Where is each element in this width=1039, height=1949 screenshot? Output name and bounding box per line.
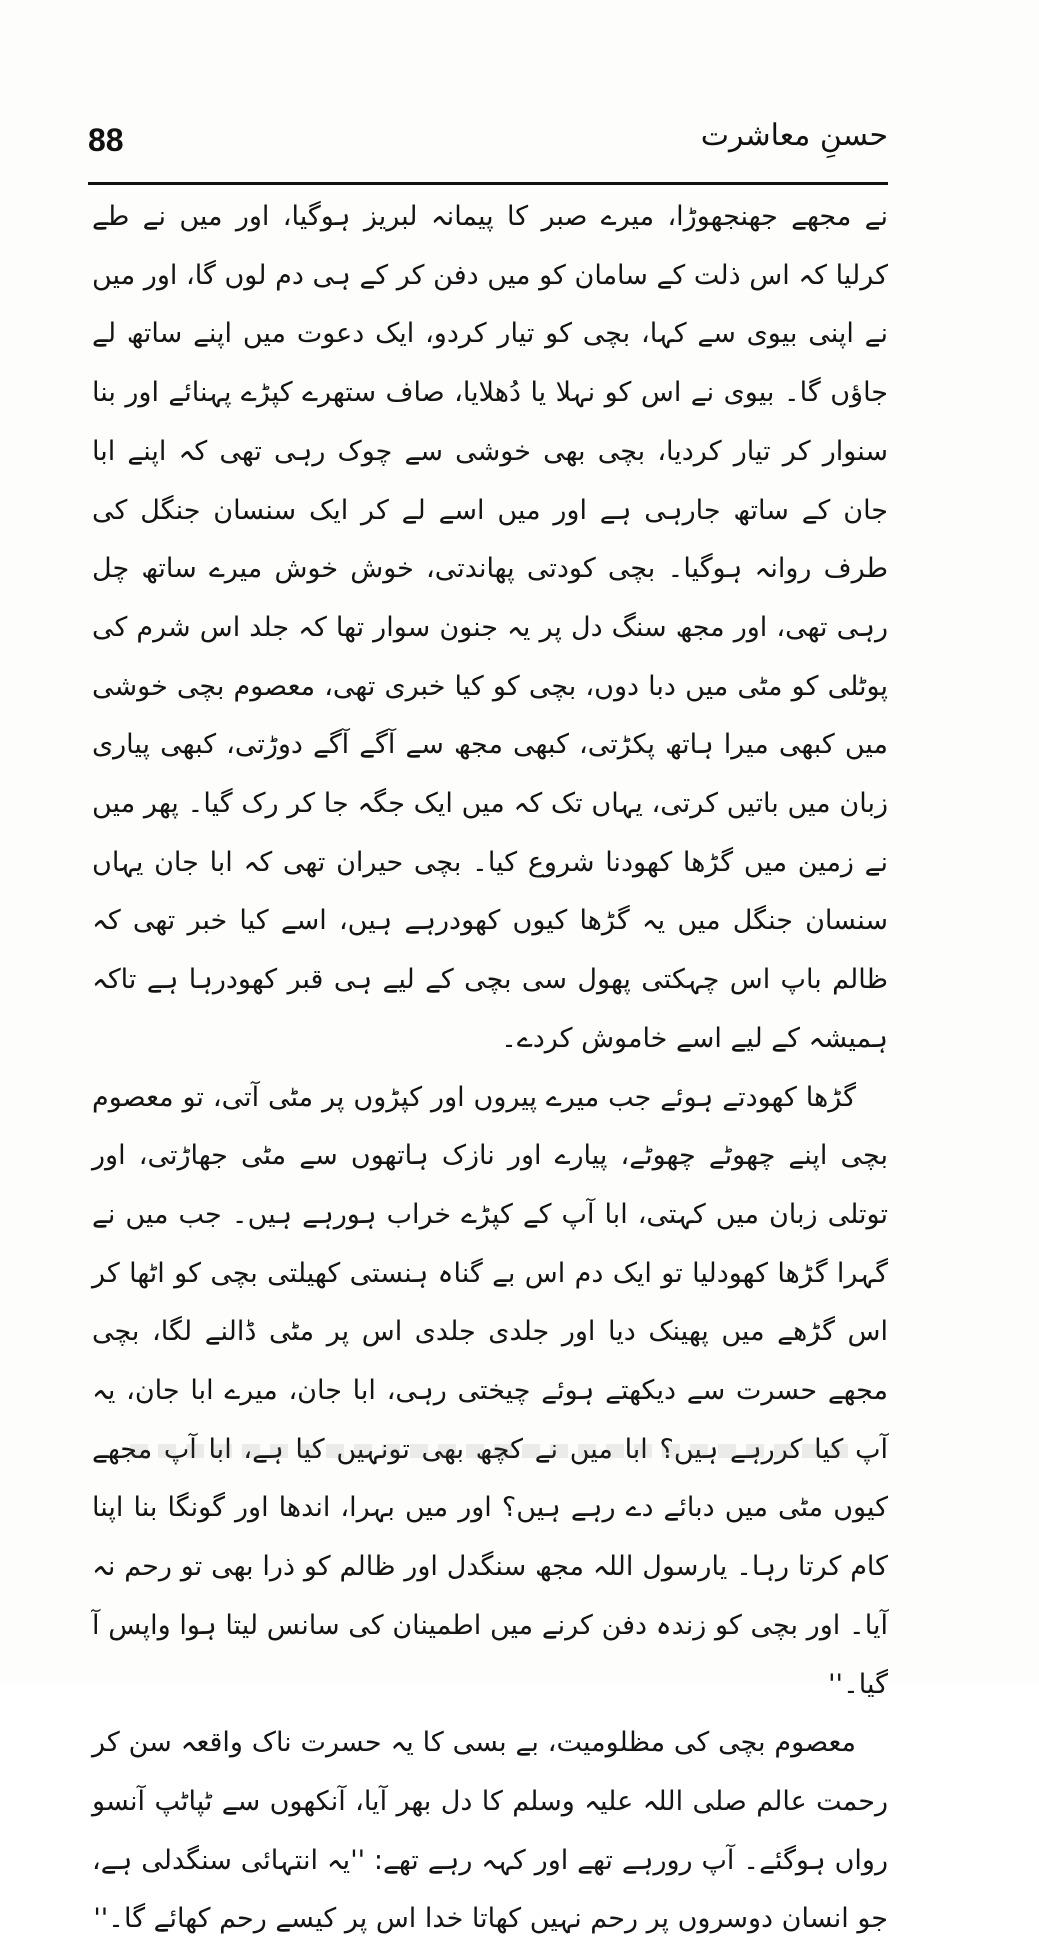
bleed-through-line [130, 1444, 850, 1458]
paragraph-3: معصوم بچی کی مظلومیت، بے بسی کا یہ حسرت ناک واقعہ سن کر رحمت عالم صلی اللہ علیہ وسلم کا دل بھر آیا، آنکھوں سے ٹپاٹپ آنسو رواں ہوگئے۔ آپ رورہے تھے اور کہہ رہے تھے: ''یہ انتہائی سنگدلی ہے، جو انسان دوسروں پر رحم نہیں کھاتا خدا اس پر کیسے رحم کھائے گا۔'' [92, 1727, 888, 1935]
running-title: حسنِ معاشرت [700, 118, 888, 153]
page-number: 88 [88, 122, 124, 158]
paragraph-2: گڑھا کھودتے ہوئے جب میرے پیروں اور کپڑوں پر مٹی آتی، تو معصوم بچی اپنے چھوٹے چھوٹے، پیارے اور نازک ہاتھوں سے مٹی جھاڑتی، اور توتلی زبان میں کہتی، ابا آپ کے کپڑے خراب ہورہے ہیں۔ جب میں نے گہرا گڑھا کھودلیا تو ایک دم اس بے گناہ ہنستی کھیلتی بچی کو اٹھا کر اس گڑھے میں پھینک دیا اور جلدی جلدی اس پر مٹی ڈالنے لگا، بچی مجھے حسرت سے دیکھتے ہوئے چیختی رہی، ابا جان، میرے ابا جان، یہ آپ کیا کررہے ہیں؟ ابا میں نے کچھ بھی تونہیں کیا ہے، ابا آپ مجھے کیوں مٹی میں دبائے دے رہے ہیں؟ اور میں بہرا، اندھا اور گونگا بنا اپنا کام کرتا رہا۔ یارسول اللہ مجھ سنگدل اور ظالم کو ذرا بھی تو رحم نہ آیا۔ اور بچی کو زندہ دفن کرنے میں اطمینان کی سانس لیتا ہوا واپس آ گیا۔'' [92, 1081, 888, 1700]
header-rule [88, 182, 888, 185]
page-header [88, 118, 888, 178]
paragraph-1: نے مجھے جھنجھوڑا، میرے صبر کا پیمانہ لبریز ہوگیا، اور میں نے طے کرلیا کہ اس ذلت کے سامان کو میں دفن کر کے ہی دم لوں گا، اور میں نے اپنی بیوی سے کہا، بچی کو تیار کردو، ایک دعوت میں اپنے ساتھ لے جاؤں گا۔ بیوی نے اس کو نہلا یا دُھلایا، صاف ستھرے کپڑے پہنائے اور بنا سنوار کر تیار کردیا، بچی بھی خوشی سے چوک رہی تھی کہ اپنے ابا جان کے ساتھ جارہی ہے اور میں اسے لے کر ایک سنسان جنگل کی طرف روانہ ہوگیا۔ بچی کودتی پھاندتی، خوش خوش میرے ساتھ چل رہی تھی، اور مجھ سنگ دل پر یہ جنون سوار تھا کہ جلد اس شرم کی پوٹلی کو مٹی میں دبا دوں، بچی کو کیا خبری تھی، معصوم بچی خوشی میں کبھی میرا ہاتھ پکڑتی، کبھی مجھ سے آگے آگے دوڑتی، کبھی پیاری زبان میں باتیں کرتی، یہاں تک کہ میں ایک جگہ جا کر رک گیا۔ پھر میں نے زمین میں گڑھا کھودنا شروع کیا۔ بچی حیران تھی کہ ابا جان یہاں سنسان جنگل میں یہ گڑھا کیوں کھودرہے ہیں، اسے کیا خبر تھی کہ ظالم باپ اس چہکتی پھول سی بچی کے لیے ہی قبر کھودرہا ہے تاکہ ہمیشہ کے لیے اسے خاموش کردے۔ [92, 201, 888, 1054]
